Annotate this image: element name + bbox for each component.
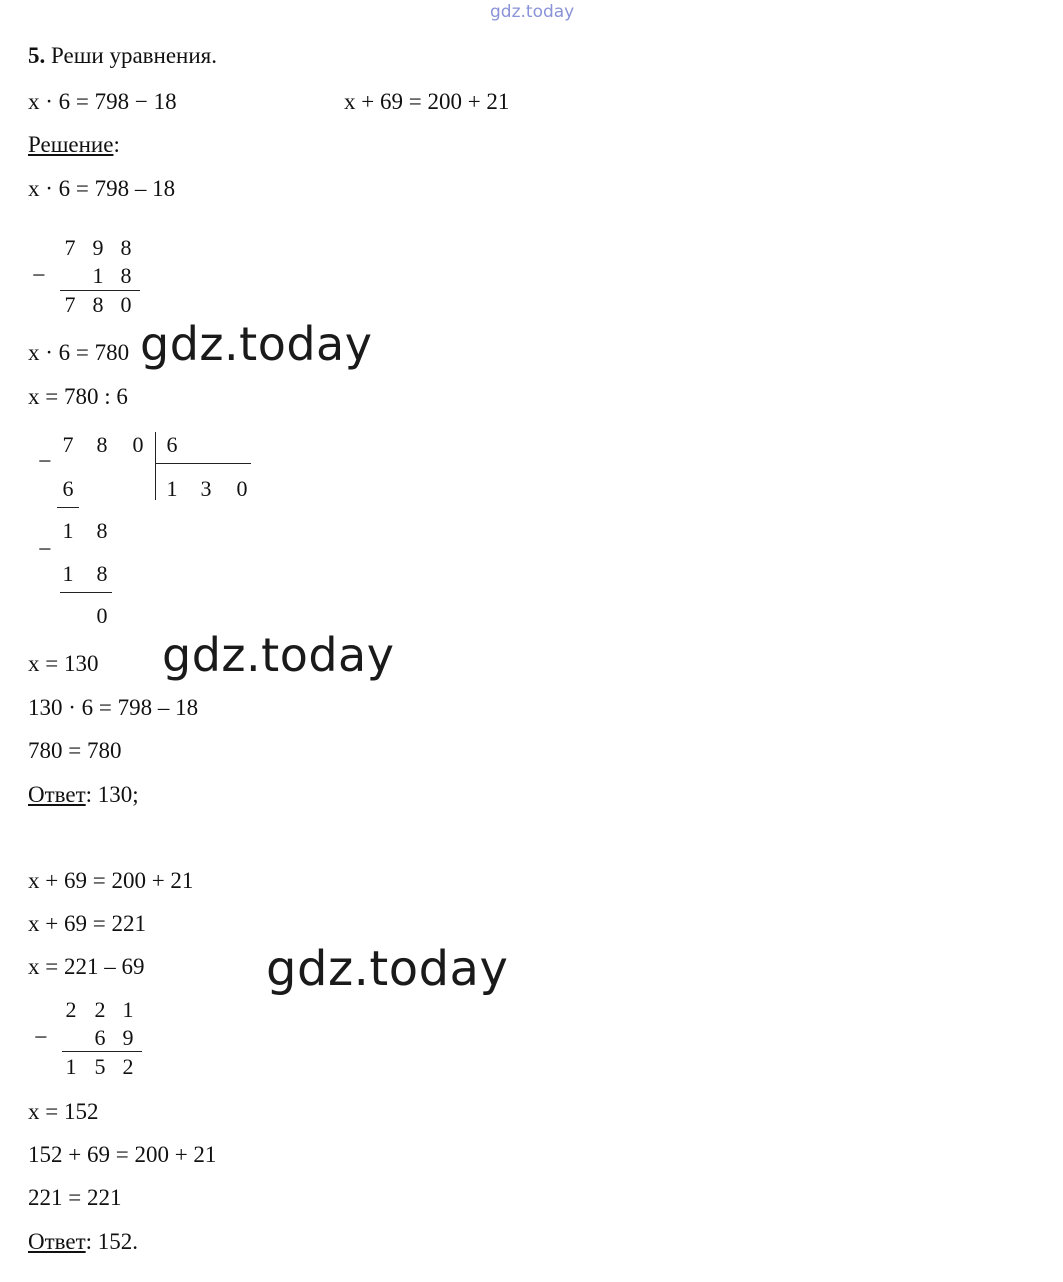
p1-sub-res-digit: 0 [120, 292, 132, 317]
p2-line-6: 221 = 221 [28, 1185, 122, 1210]
p1-answer-value: : 130; [85, 782, 139, 807]
p2-sub-res-digit: 5 [94, 1054, 106, 1079]
p2-sub-top-digit: 2 [65, 997, 77, 1022]
p2-sub-mid-digit: 9 [122, 1025, 134, 1050]
watermark-1: gdz.today [140, 317, 373, 371]
p2-line-4: x = 152 [28, 1099, 99, 1124]
p1-line-1: x · 6 = 798 – 18 [28, 176, 176, 201]
p1-div-dividend-digit: 8 [96, 432, 108, 457]
p1-div-rem1-digit: 8 [96, 518, 108, 543]
solution-heading [28, 131, 120, 159]
p1-div-step2-digit: 1 [62, 561, 74, 586]
p1-answer-label: Ответ [28, 782, 86, 807]
p2-sub-top-digit: 2 [94, 997, 106, 1022]
p1-sub-top-digit: 9 [92, 235, 104, 260]
p1-div-quotient-digit: 3 [200, 476, 212, 501]
p1-sub-mid-digit: 1 [92, 263, 104, 288]
p1-div-quotient-line [155, 463, 251, 464]
p2-sub-line [62, 1051, 142, 1052]
p1-sub-top-digit: 8 [120, 235, 132, 260]
p2-sub-mid-digit: 6 [94, 1025, 106, 1050]
p1-line-4: x = 130 [28, 651, 99, 676]
p2-answer-label: Ответ [28, 1229, 86, 1254]
solution-label: Решение [28, 132, 114, 157]
p2-line-3: x = 221 – 69 [28, 954, 145, 979]
p1-sub-res-digit: 8 [92, 292, 104, 317]
p1-div-dividend-digit: 0 [132, 432, 144, 457]
solution-colon: : [113, 132, 120, 157]
p2-sub-res-digit: 2 [122, 1054, 134, 1079]
p1-line-2: x · 6 = 780 [28, 340, 130, 365]
p1-line-3: x = 780 : 6 [28, 384, 128, 409]
p1-answer [28, 781, 139, 809]
p1-line-5: 130 · 6 = 798 – 18 [28, 695, 199, 720]
p1-div-line-1 [57, 507, 79, 508]
p1-sub-minus: − [32, 263, 46, 289]
watermark-3: gdz.today [266, 941, 509, 997]
p2-sub-top-digit: 1 [122, 997, 134, 1022]
p2-line-1: x + 69 = 200 + 21 [28, 868, 194, 893]
task-equation-1: x · 6 = 798 − 18 [28, 89, 177, 114]
p2-line-2: x + 69 = 221 [28, 911, 146, 936]
task-number: 5. [28, 43, 46, 68]
p1-div-quotient-digit: 0 [236, 476, 248, 501]
p1-sub-top-digit: 7 [64, 235, 76, 260]
p1-div-quotient-digit: 1 [166, 476, 178, 501]
p1-sub-line [60, 290, 140, 291]
p1-line-6: 780 = 780 [28, 738, 122, 763]
p1-div-step1: 6 [62, 476, 74, 501]
p1-div-minus-2: − [38, 537, 52, 563]
task-heading [28, 42, 217, 70]
p1-div-rem2: 0 [96, 603, 108, 628]
p2-answer [28, 1228, 138, 1256]
p1-sub-mid-digit: 8 [120, 263, 132, 288]
task-title: Реши уравнения. [51, 43, 217, 68]
p1-sub-res-digit: 7 [64, 292, 76, 317]
p1-div-line-2 [60, 592, 112, 593]
p2-sub-minus: − [34, 1025, 48, 1051]
p1-div-rem1-digit: 1 [62, 518, 74, 543]
watermark-2: gdz.today [162, 628, 395, 682]
p1-div-dividend-digit: 7 [62, 432, 74, 457]
p2-line-5: 152 + 69 = 200 + 21 [28, 1142, 217, 1167]
p2-sub-res-digit: 1 [65, 1054, 77, 1079]
p1-div-minus-1: − [38, 449, 52, 475]
p1-div-divisor: 6 [166, 432, 178, 457]
p1-div-vertical-bar [155, 432, 156, 500]
task-equation-2: x + 69 = 200 + 21 [344, 89, 510, 114]
p2-answer-value: : 152. [85, 1229, 139, 1254]
watermark-top: gdz.today [490, 2, 575, 22]
p1-div-step2-digit: 8 [96, 561, 108, 586]
